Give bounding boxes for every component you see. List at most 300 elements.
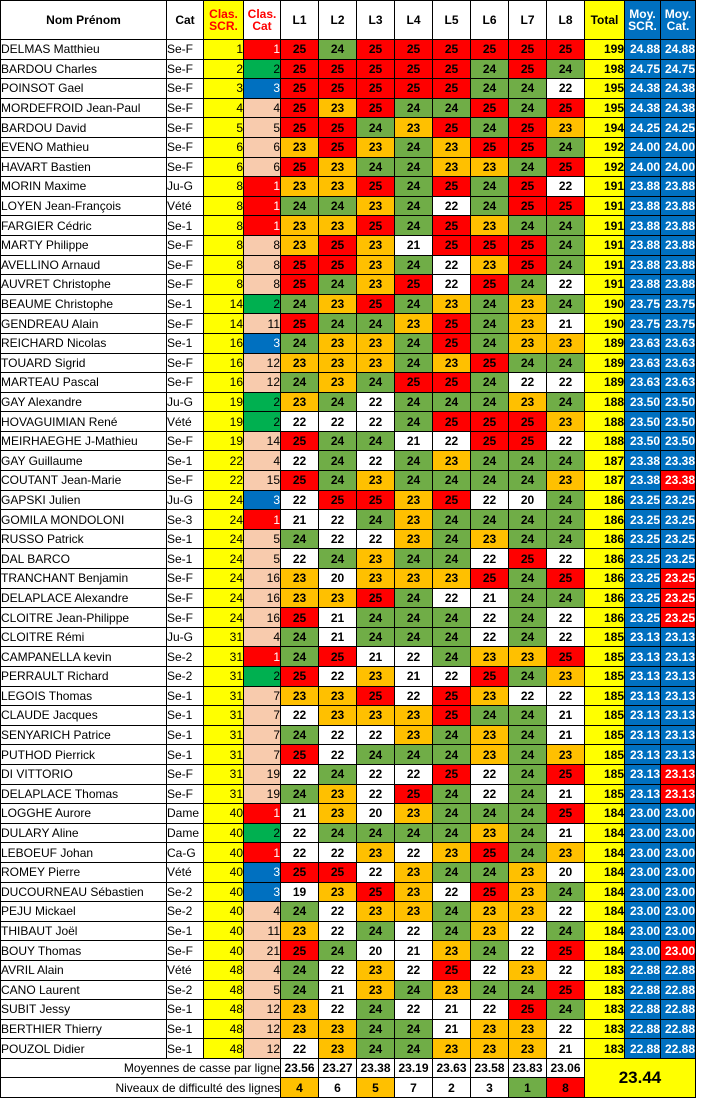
line-score-l7: 24: [509, 98, 547, 118]
line-score-l3: 22: [357, 862, 395, 882]
total-score: 189: [585, 373, 625, 393]
rank-scratch: 24: [204, 529, 244, 549]
footer-avg-row: [1, 1058, 696, 1078]
rank-scratch: 16: [204, 353, 244, 373]
footer-level-l6: 3: [471, 1078, 509, 1098]
table-row: [1, 569, 696, 589]
total-score: 183: [585, 1039, 625, 1059]
line-score-l7: 24: [509, 667, 547, 687]
player-category: Se-F: [167, 275, 204, 295]
line-score-l4: 24: [395, 177, 433, 197]
player-category: Ju-G: [167, 490, 204, 510]
line-score-l8: 21: [547, 784, 585, 804]
total-score: 184: [585, 804, 625, 824]
line-score-l1: 23: [281, 177, 319, 197]
average-category: 23.88: [661, 255, 696, 275]
line-score-l4: 24: [395, 980, 433, 1000]
average-category: 22.88: [661, 1000, 696, 1020]
line-score-l2: 23: [319, 216, 357, 236]
line-score-l3: 24: [357, 627, 395, 647]
line-score-l1: 22: [281, 490, 319, 510]
average-scratch: 23.25: [625, 608, 661, 628]
header-l1: L1: [281, 1, 319, 40]
table-row: [1, 196, 696, 216]
rank-category: 11: [244, 314, 281, 334]
rank-scratch: 40: [204, 921, 244, 941]
header-l8: L8: [547, 1, 585, 40]
table-row: [1, 980, 696, 1000]
rank-category: 6: [244, 157, 281, 177]
footer-level-l5: 2: [433, 1078, 471, 1098]
line-score-l2: 23: [319, 177, 357, 197]
total-score: 185: [585, 706, 625, 726]
line-score-l8: 24: [547, 490, 585, 510]
rank-scratch: 16: [204, 373, 244, 393]
line-score-l1: 24: [281, 294, 319, 314]
line-score-l2: 23: [319, 1019, 357, 1039]
player-category: Se-F: [167, 784, 204, 804]
line-score-l5: 25: [433, 373, 471, 393]
average-category: 23.63: [661, 333, 696, 353]
total-score: 184: [585, 862, 625, 882]
average-scratch: 23.00: [625, 804, 661, 824]
line-score-l8: 23: [547, 118, 585, 138]
line-score-l5: 24: [433, 510, 471, 530]
line-score-l6: 23: [471, 745, 509, 765]
line-score-l7: 25: [509, 431, 547, 451]
line-score-l6: 24: [471, 79, 509, 99]
line-score-l3: 25: [357, 40, 395, 60]
player-name: GAPSKI Julien: [1, 490, 167, 510]
line-score-l3: 24: [357, 608, 395, 628]
total-score: 191: [585, 216, 625, 236]
line-score-l2: 20: [319, 569, 357, 589]
total-score: 186: [585, 529, 625, 549]
player-name: DUCOURNEAU Sébastien: [1, 882, 167, 902]
line-score-l3: 25: [357, 490, 395, 510]
rank-category: 12: [244, 373, 281, 393]
rank-category: 4: [244, 902, 281, 922]
line-score-l7: 25: [509, 1000, 547, 1020]
line-score-l2: 23: [319, 294, 357, 314]
average-category: 23.88: [661, 196, 696, 216]
line-score-l7: 25: [509, 196, 547, 216]
rank-scratch: 31: [204, 706, 244, 726]
line-score-l6: 24: [471, 294, 509, 314]
line-score-l1: 23: [281, 921, 319, 941]
line-score-l3: 20: [357, 804, 395, 824]
line-score-l2: 22: [319, 412, 357, 432]
line-score-l1: 24: [281, 196, 319, 216]
player-category: Se-2: [167, 667, 204, 687]
line-score-l6: 22: [471, 490, 509, 510]
line-score-l1: 23: [281, 1019, 319, 1039]
average-scratch: 23.88: [625, 177, 661, 197]
header-moy-cat-line1: Moy.: [664, 7, 692, 21]
player-category: Se-1: [167, 294, 204, 314]
line-score-l2: 22: [319, 1000, 357, 1020]
line-score-l4: 21: [395, 431, 433, 451]
average-category: 22.88: [661, 1019, 696, 1039]
player-name: TRANCHANT Benjamin: [1, 569, 167, 589]
line-score-l4: 24: [395, 549, 433, 569]
rank-category: 12: [244, 353, 281, 373]
line-score-l3: 24: [357, 1000, 395, 1020]
line-score-l2: 23: [319, 98, 357, 118]
table-row: [1, 608, 696, 628]
player-category: Ca-G: [167, 843, 204, 863]
average-scratch: 23.88: [625, 216, 661, 236]
total-score: 185: [585, 784, 625, 804]
table-row: [1, 451, 696, 471]
line-score-l2: 25: [319, 137, 357, 157]
table-row: [1, 118, 696, 138]
average-scratch: 23.13: [625, 784, 661, 804]
rank-scratch: 31: [204, 745, 244, 765]
line-score-l3: 24: [357, 1019, 395, 1039]
footer-level-l7: 1: [509, 1078, 547, 1098]
player-category: Se-F: [167, 137, 204, 157]
player-name: SUBIT Jessy: [1, 1000, 167, 1020]
line-score-l3: 21: [357, 647, 395, 667]
rank-scratch: 22: [204, 451, 244, 471]
rank-category: 4: [244, 98, 281, 118]
average-category: 22.88: [661, 1039, 696, 1059]
table-row: [1, 490, 696, 510]
average-category: 23.00: [661, 843, 696, 863]
average-category: 24.88: [661, 40, 696, 60]
line-score-l7: 24: [509, 608, 547, 628]
line-score-l4: 25: [395, 373, 433, 393]
rank-category: 4: [244, 960, 281, 980]
average-category: 24.75: [661, 59, 696, 79]
line-score-l3: 25: [357, 294, 395, 314]
table-row: [1, 412, 696, 432]
total-score: 198: [585, 59, 625, 79]
player-category: Se-1: [167, 451, 204, 471]
rank-category: 7: [244, 725, 281, 745]
player-category: Se-F: [167, 314, 204, 334]
player-name: LEGOIS Thomas: [1, 686, 167, 706]
line-score-l7: 23: [509, 647, 547, 667]
line-score-l5: 24: [433, 862, 471, 882]
average-scratch: 23.63: [625, 353, 661, 373]
table-row: [1, 686, 696, 706]
average-scratch: 23.13: [625, 627, 661, 647]
total-score: 186: [585, 588, 625, 608]
line-score-l3: 24: [357, 745, 395, 765]
line-score-l1: 23: [281, 569, 319, 589]
line-score-l2: 24: [319, 764, 357, 784]
line-score-l5: 25: [433, 235, 471, 255]
average-scratch: 22.88: [625, 980, 661, 1000]
table-row: [1, 784, 696, 804]
line-score-l4: 22: [395, 921, 433, 941]
rank-category: 16: [244, 588, 281, 608]
rank-category: 2: [244, 59, 281, 79]
rank-scratch: 24: [204, 549, 244, 569]
line-score-l6: 24: [471, 980, 509, 1000]
average-category: 23.25: [661, 490, 696, 510]
line-score-l4: 21: [395, 235, 433, 255]
line-score-l6: 22: [471, 1000, 509, 1020]
line-score-l6: 23: [471, 529, 509, 549]
line-score-l8: 22: [547, 686, 585, 706]
line-score-l6: 24: [471, 196, 509, 216]
header-moy-scr-line1: Moy.: [629, 7, 656, 21]
footer-level-label: Niveaux de difficulté des lignes: [1, 1078, 281, 1098]
average-category: 23.00: [661, 804, 696, 824]
table-row: [1, 764, 696, 784]
line-score-l5: 25: [433, 412, 471, 432]
footer-avg-label: Moyennes de casse par ligne: [1, 1058, 281, 1078]
average-scratch: 23.38: [625, 471, 661, 491]
line-score-l5: 25: [433, 314, 471, 334]
player-name: CANO Laurent: [1, 980, 167, 1000]
line-score-l7: 23: [509, 1039, 547, 1059]
line-score-l6: 22: [471, 960, 509, 980]
table-row: [1, 549, 696, 569]
line-score-l7: 24: [509, 980, 547, 1000]
table-row: [1, 804, 696, 824]
line-score-l2: 24: [319, 823, 357, 843]
table-row: [1, 471, 696, 491]
rank-category: 2: [244, 412, 281, 432]
line-score-l3: 23: [357, 235, 395, 255]
line-score-l8: 21: [547, 823, 585, 843]
line-score-l2: 23: [319, 157, 357, 177]
line-score-l7: 25: [509, 59, 547, 79]
table-row: [1, 392, 696, 412]
line-score-l3: 24: [357, 157, 395, 177]
line-score-l1: 23: [281, 1000, 319, 1020]
line-score-l8: 25: [547, 764, 585, 784]
line-score-l3: 24: [357, 510, 395, 530]
line-score-l6: 22: [471, 764, 509, 784]
rank-scratch: 31: [204, 784, 244, 804]
line-score-l2: 23: [319, 353, 357, 373]
player-category: Se-F: [167, 235, 204, 255]
total-score: 184: [585, 921, 625, 941]
total-score: 186: [585, 549, 625, 569]
rank-category: 3: [244, 79, 281, 99]
total-score: 185: [585, 667, 625, 687]
rank-category: 5: [244, 549, 281, 569]
line-score-l2: 23: [319, 686, 357, 706]
line-score-l7: 20: [509, 490, 547, 510]
average-scratch: 22.88: [625, 1000, 661, 1020]
table-row: [1, 627, 696, 647]
player-name: CLOITRE Jean-Philippe: [1, 608, 167, 628]
player-category: Se-F: [167, 157, 204, 177]
total-score: 192: [585, 137, 625, 157]
rank-scratch: 31: [204, 647, 244, 667]
line-score-l1: 23: [281, 353, 319, 373]
player-name: POUZOL Didier: [1, 1039, 167, 1059]
player-category: Se-1: [167, 1000, 204, 1020]
line-score-l8: 24: [547, 1000, 585, 1020]
header-clas-scr: [204, 1, 244, 40]
table-row: [1, 235, 696, 255]
rank-scratch: 19: [204, 431, 244, 451]
rank-scratch: 2: [204, 59, 244, 79]
line-score-l7: 24: [509, 823, 547, 843]
rank-category: 2: [244, 392, 281, 412]
average-category: 23.13: [661, 667, 696, 687]
total-score: 185: [585, 627, 625, 647]
line-score-l4: 23: [395, 118, 433, 138]
line-score-l7: 24: [509, 706, 547, 726]
rank-scratch: 16: [204, 333, 244, 353]
average-category: 23.13: [661, 745, 696, 765]
line-score-l5: 24: [433, 98, 471, 118]
table-row: [1, 647, 696, 667]
average-scratch: 23.00: [625, 882, 661, 902]
rank-scratch: 40: [204, 862, 244, 882]
line-score-l1: 25: [281, 59, 319, 79]
rank-scratch: 31: [204, 725, 244, 745]
line-score-l7: 22: [509, 686, 547, 706]
average-category: 23.63: [661, 353, 696, 373]
line-score-l6: 24: [471, 333, 509, 353]
line-score-l7: 24: [509, 764, 547, 784]
line-score-l4: 24: [395, 471, 433, 491]
table-row: [1, 314, 696, 334]
line-score-l7: 24: [509, 725, 547, 745]
player-name: BEAUME Christophe: [1, 294, 167, 314]
rank-category: 8: [244, 235, 281, 255]
player-category: Se-1: [167, 706, 204, 726]
line-score-l8: 24: [547, 451, 585, 471]
rank-category: 3: [244, 490, 281, 510]
rank-category: 3: [244, 862, 281, 882]
header-l2: L2: [319, 1, 357, 40]
rank-scratch: 19: [204, 392, 244, 412]
line-score-l8: 24: [547, 294, 585, 314]
player-name: MEIRHAEGHE J-Mathieu: [1, 431, 167, 451]
line-score-l7: 25: [509, 412, 547, 432]
rank-category: 1: [244, 177, 281, 197]
player-name: MORDEFROID Jean-Paul: [1, 98, 167, 118]
line-score-l6: 22: [471, 549, 509, 569]
line-score-l5: 21: [433, 1019, 471, 1039]
header-cat: Cat: [167, 1, 204, 40]
line-score-l4: 24: [395, 412, 433, 432]
line-score-l4: 24: [395, 196, 433, 216]
line-score-l7: 24: [509, 569, 547, 589]
player-category: Se-F: [167, 608, 204, 628]
line-score-l3: 25: [357, 98, 395, 118]
line-score-l3: 23: [357, 333, 395, 353]
line-score-l3: 22: [357, 764, 395, 784]
line-score-l8: 21: [547, 706, 585, 726]
header-moy-scr: [625, 1, 661, 40]
footer-avg-l7: 23.83: [509, 1058, 547, 1078]
line-score-l1: 24: [281, 627, 319, 647]
rank-scratch: 48: [204, 960, 244, 980]
player-category: Se-F: [167, 569, 204, 589]
average-scratch: 24.25: [625, 118, 661, 138]
line-score-l4: 24: [395, 392, 433, 412]
player-name: DELAPLACE Alexandre: [1, 588, 167, 608]
player-category: Se-1: [167, 1039, 204, 1059]
line-score-l3: 25: [357, 177, 395, 197]
average-category: 24.38: [661, 79, 696, 99]
rank-scratch: 6: [204, 157, 244, 177]
footer-avg-l1: 23.56: [281, 1058, 319, 1078]
results-footer: [1, 1058, 696, 1097]
rank-category: 1: [244, 40, 281, 60]
line-score-l6: 24: [471, 804, 509, 824]
player-name: SENYARICH Patrice: [1, 725, 167, 745]
total-score: 190: [585, 294, 625, 314]
rank-category: 1: [244, 510, 281, 530]
line-score-l2: 22: [319, 921, 357, 941]
average-category: 23.13: [661, 784, 696, 804]
rank-category: 1: [244, 647, 281, 667]
line-score-l6: 23: [471, 216, 509, 236]
line-score-l8: 25: [547, 157, 585, 177]
line-score-l1: 25: [281, 745, 319, 765]
line-score-l5: 23: [433, 843, 471, 863]
line-score-l2: 25: [319, 255, 357, 275]
player-category: Se-1: [167, 529, 204, 549]
table-row: [1, 960, 696, 980]
line-score-l4: 22: [395, 1000, 433, 1020]
average-category: 22.88: [661, 980, 696, 1000]
total-score: 191: [585, 275, 625, 295]
line-score-l8: 25: [547, 40, 585, 60]
line-score-l7: 23: [509, 902, 547, 922]
line-score-l6: 24: [471, 471, 509, 491]
line-score-l6: 24: [471, 373, 509, 393]
line-score-l4: 23: [395, 804, 433, 824]
line-score-l1: 23: [281, 392, 319, 412]
rank-scratch: 5: [204, 118, 244, 138]
player-name: DAL BARCO: [1, 549, 167, 569]
player-name: GENDREAU Alain: [1, 314, 167, 334]
line-score-l3: 23: [357, 843, 395, 863]
average-category: 23.13: [661, 686, 696, 706]
line-score-l1: 24: [281, 373, 319, 393]
table-row: [1, 902, 696, 922]
line-score-l3: 24: [357, 823, 395, 843]
line-score-l1: 25: [281, 79, 319, 99]
header-l4: L4: [395, 1, 433, 40]
line-score-l5: 21: [433, 1000, 471, 1020]
line-score-l7: 24: [509, 627, 547, 647]
player-name: CLOITRE Rémi: [1, 627, 167, 647]
player-category: Se-2: [167, 647, 204, 667]
average-category: 23.88: [661, 235, 696, 255]
line-score-l4: 25: [395, 784, 433, 804]
line-score-l5: 25: [433, 216, 471, 236]
line-score-l7: 24: [509, 79, 547, 99]
line-score-l1: 22: [281, 843, 319, 863]
line-score-l8: 24: [547, 510, 585, 530]
line-score-l8: 22: [547, 275, 585, 295]
header-name: Nom Prénom: [1, 1, 167, 40]
table-row: [1, 941, 696, 961]
player-category: Se-1: [167, 1019, 204, 1039]
player-name: PEJU Mickael: [1, 902, 167, 922]
line-score-l6: 24: [471, 392, 509, 412]
line-score-l1: 25: [281, 862, 319, 882]
line-score-l2: 22: [319, 667, 357, 687]
header-l7: L7: [509, 1, 547, 40]
player-category: Se-F: [167, 373, 204, 393]
average-scratch: 23.25: [625, 529, 661, 549]
